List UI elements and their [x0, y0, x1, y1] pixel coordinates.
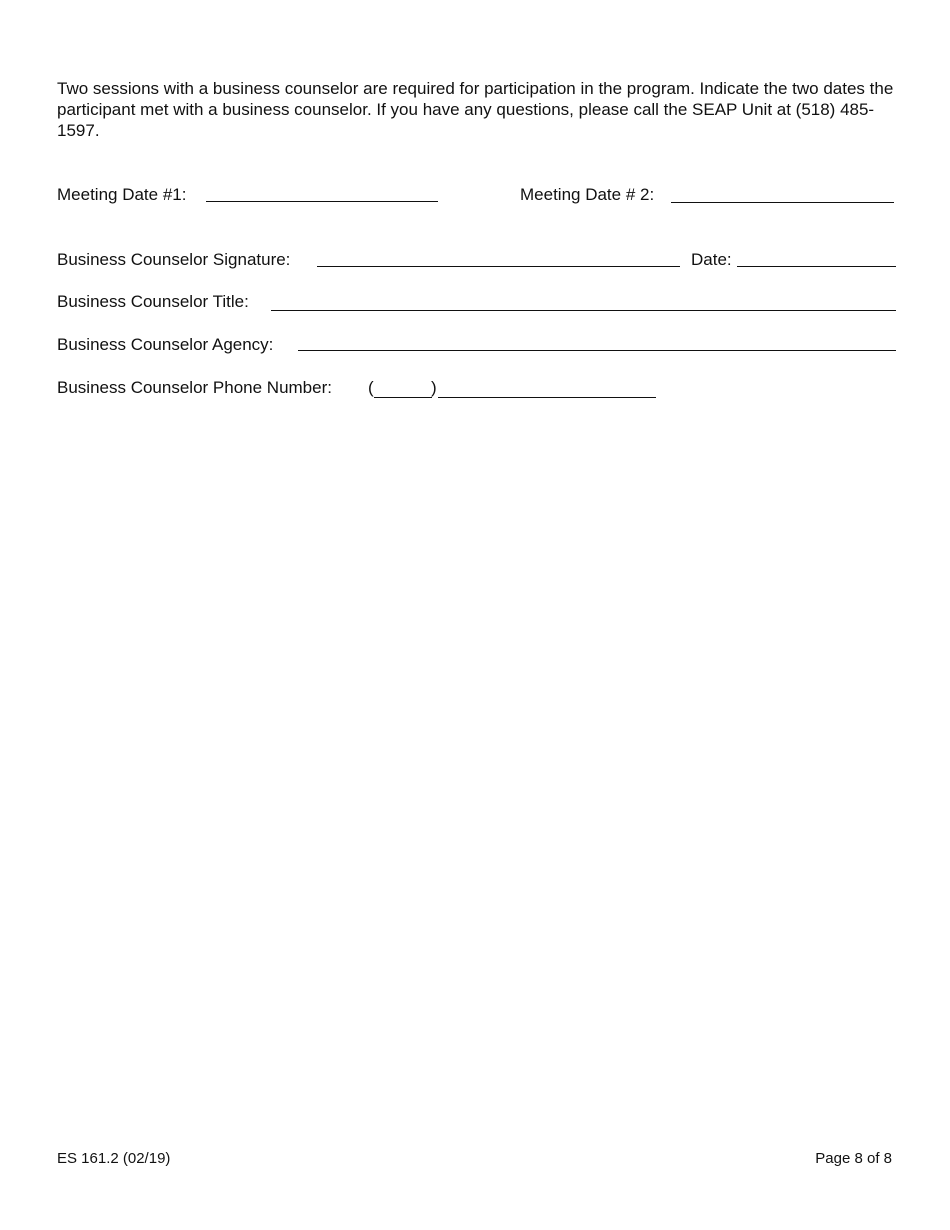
date-field[interactable] [737, 266, 896, 267]
phone-number-field[interactable] [438, 397, 656, 398]
meeting-date-2-label: Meeting Date # 2: [520, 185, 655, 204]
phone-label: Business Counselor Phone Number: [57, 378, 332, 397]
page-number: Page 8 of 8 [815, 1150, 892, 1167]
title-field[interactable] [271, 310, 896, 311]
form-id: ES 161.2 (02/19) [57, 1150, 171, 1167]
agency-field[interactable] [298, 350, 896, 351]
meeting-date-2-field[interactable] [671, 202, 894, 203]
signature-field[interactable] [317, 266, 680, 267]
signature-label: Business Counselor Signature: [57, 250, 291, 269]
phone-close-paren: ) [431, 378, 437, 397]
phone-area-code-field[interactable] [374, 397, 432, 398]
date-label: Date: [691, 250, 732, 269]
phone-open-paren: ( [368, 378, 374, 397]
meeting-date-1-label: Meeting Date #1: [57, 185, 187, 204]
meeting-date-1-field[interactable] [206, 201, 438, 202]
intro-paragraph: Two sessions with a business counselor are required for participation in the program. Indicate the two dates the participant met with a business counselor. If you have any questions, please call the SEAP Unit at (518) 485-1597. [57, 79, 894, 140]
agency-label: Business Counselor Agency: [57, 335, 274, 354]
title-label: Business Counselor Title: [57, 292, 249, 311]
